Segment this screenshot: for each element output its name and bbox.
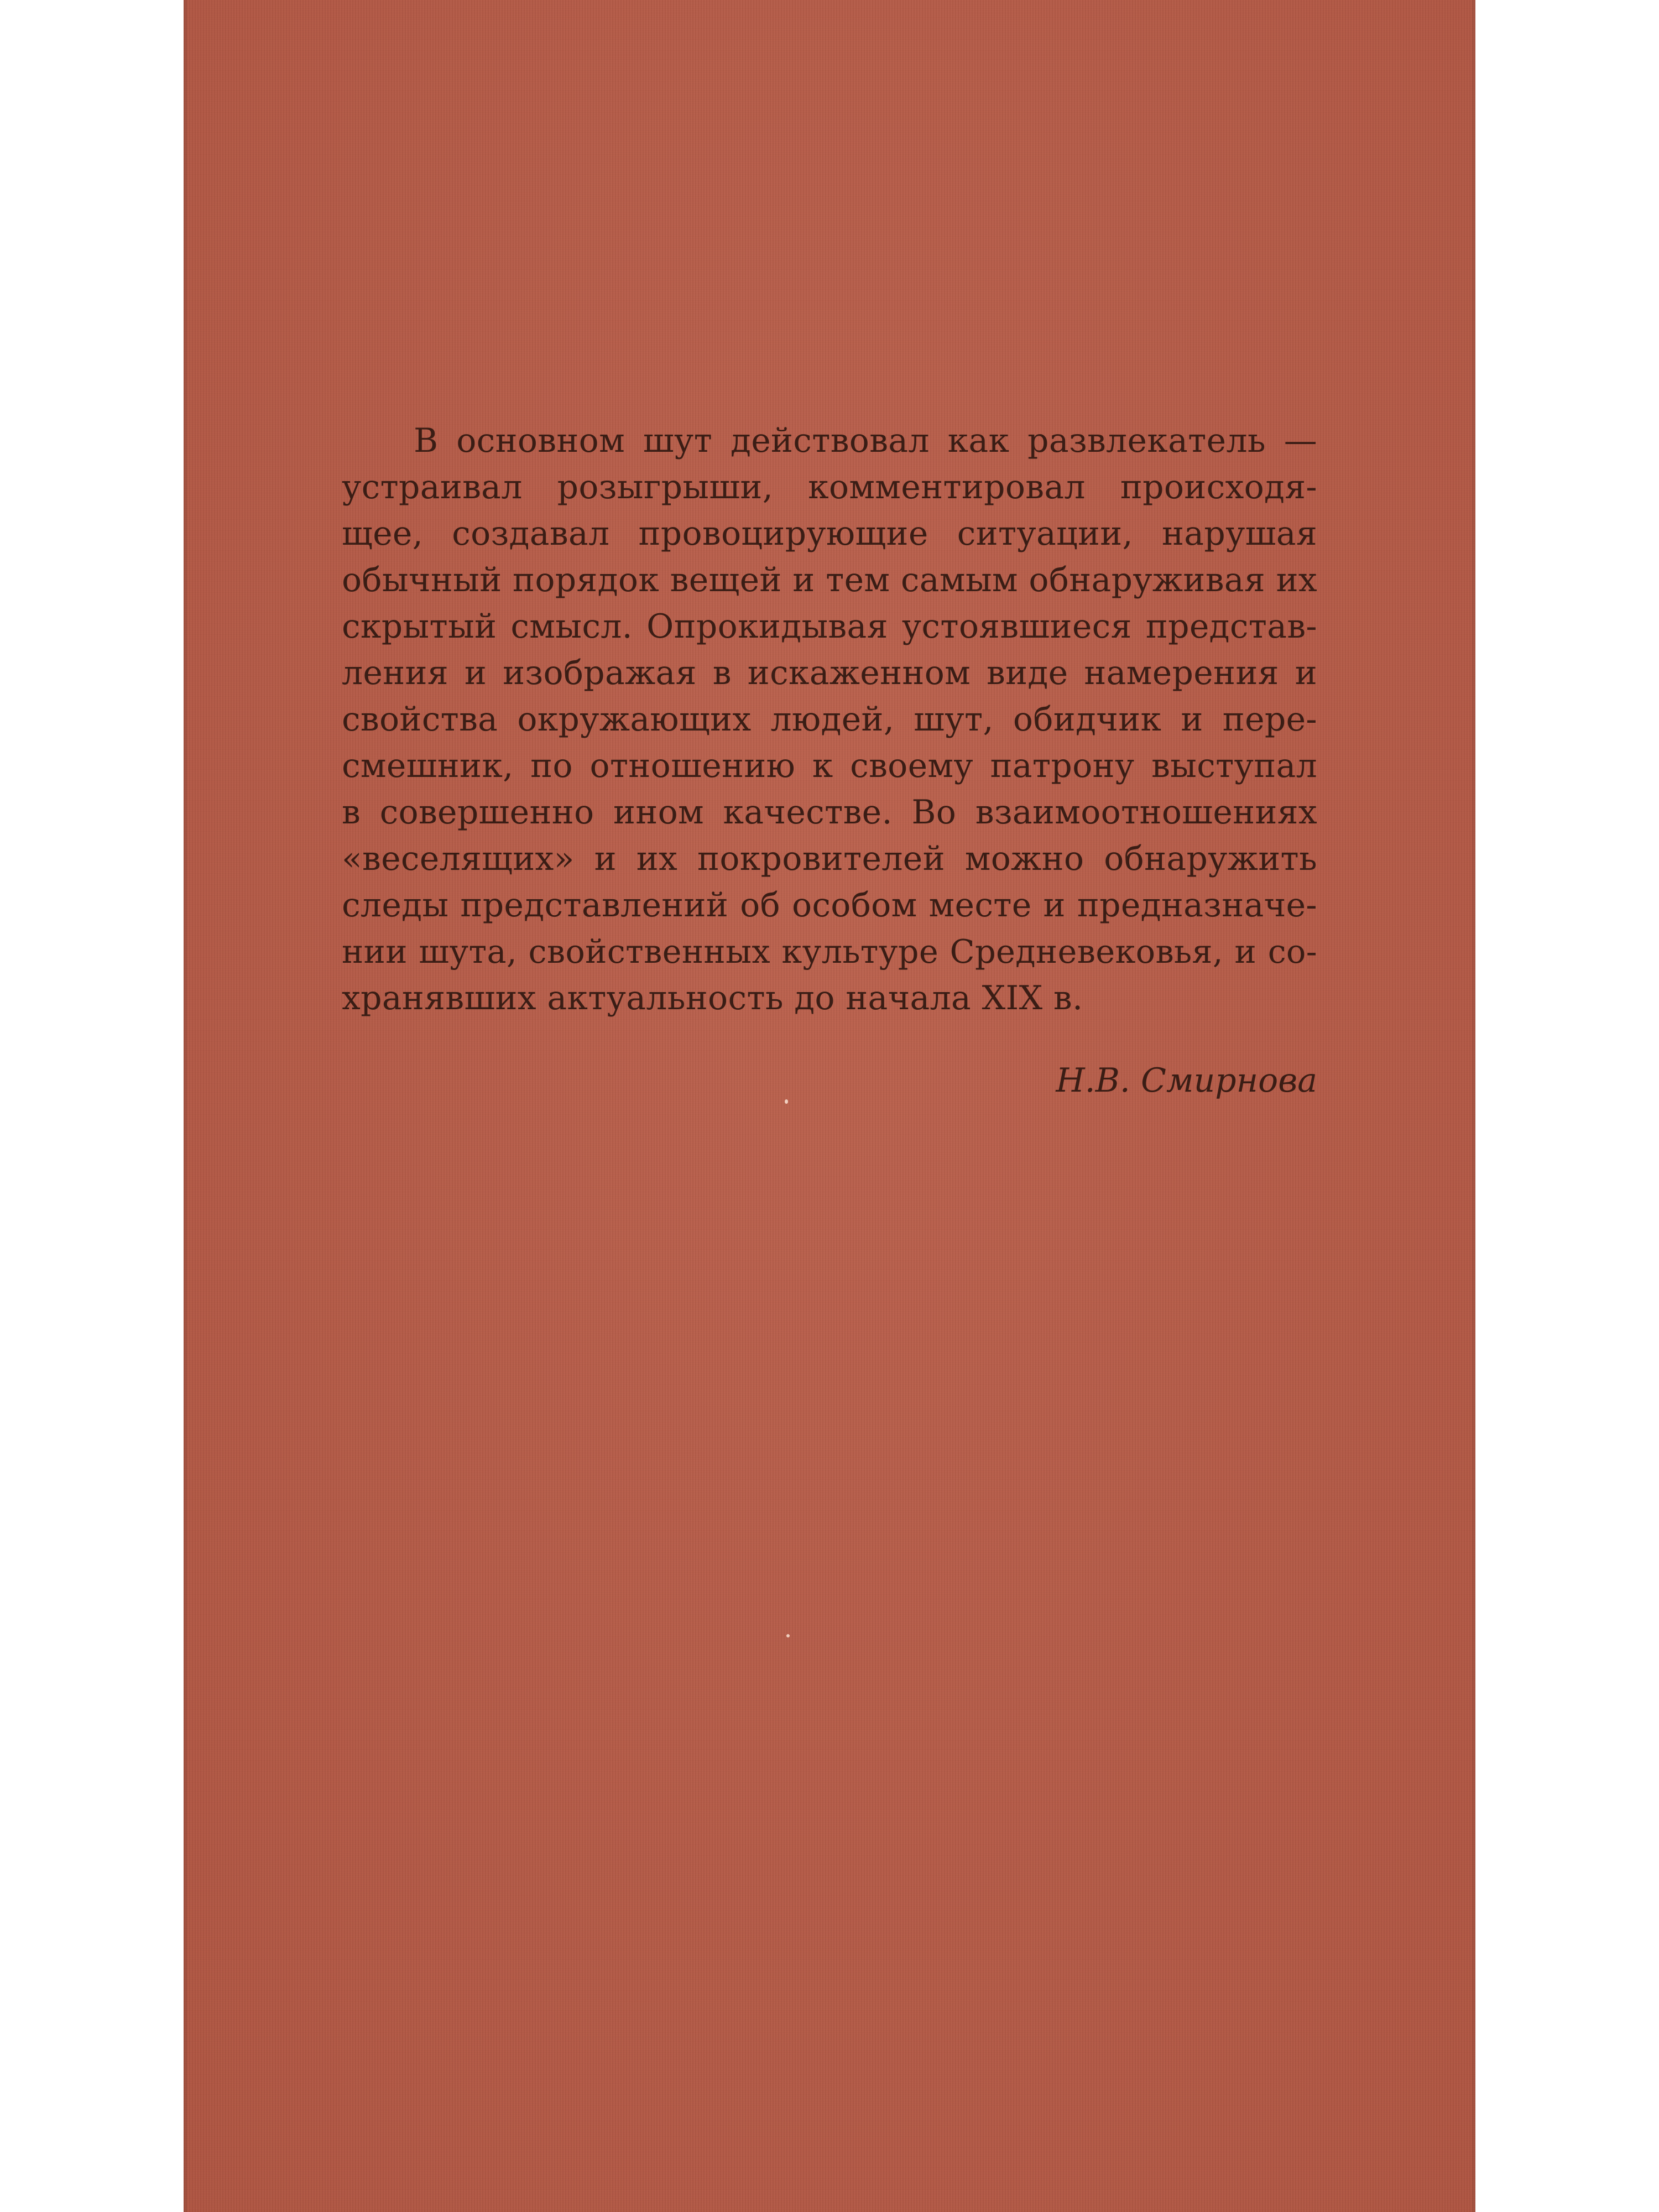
blurb-line: ления и изображая в искаженном виде намерения и [342, 654, 1317, 692]
blurb-line: «веселящих» и их покровителей можно обнаружить [342, 839, 1317, 878]
blurb-line: скрытый смысл. Опрокидывая устоявшиеся представ- [342, 607, 1317, 646]
blurb-line: хранявших актуальность до начала XIX в. [342, 979, 1083, 1018]
cover-left-edge [184, 0, 187, 2212]
cover-speck [786, 1634, 790, 1637]
cover-right-edge [1472, 0, 1475, 2212]
cover-speck [785, 1099, 788, 1104]
blurb-line: устраивал розыгрыши, комментировал происходя- [342, 468, 1317, 507]
blurb-line: щее, создавал провоцирующие ситуации, нарушая [342, 514, 1317, 553]
blurb-paragraph [342, 418, 1317, 1021]
blurb-line: свойства окружающих людей, шут, обидчик и пере- [342, 700, 1317, 739]
blurb-line: смешник, по отношению к своему патрону выступал [342, 747, 1317, 785]
blurb-line: нии шута, свойственных культуре Средневековья, и со- [342, 932, 1317, 971]
author-signature: Н.В. Смирнова [1056, 1061, 1317, 1100]
blurb-line: В основном шут действовал как развлекатель — [414, 421, 1317, 460]
back-cover [184, 0, 1475, 2212]
blurb-line: в совершенно ином качестве. Во взаимоотношениях [342, 793, 1317, 832]
blurb-line: обычный порядок вещей и тем самым обнаруживая их [342, 561, 1317, 599]
blurb-line: следы представлений об особом месте и предназначе- [342, 886, 1317, 925]
